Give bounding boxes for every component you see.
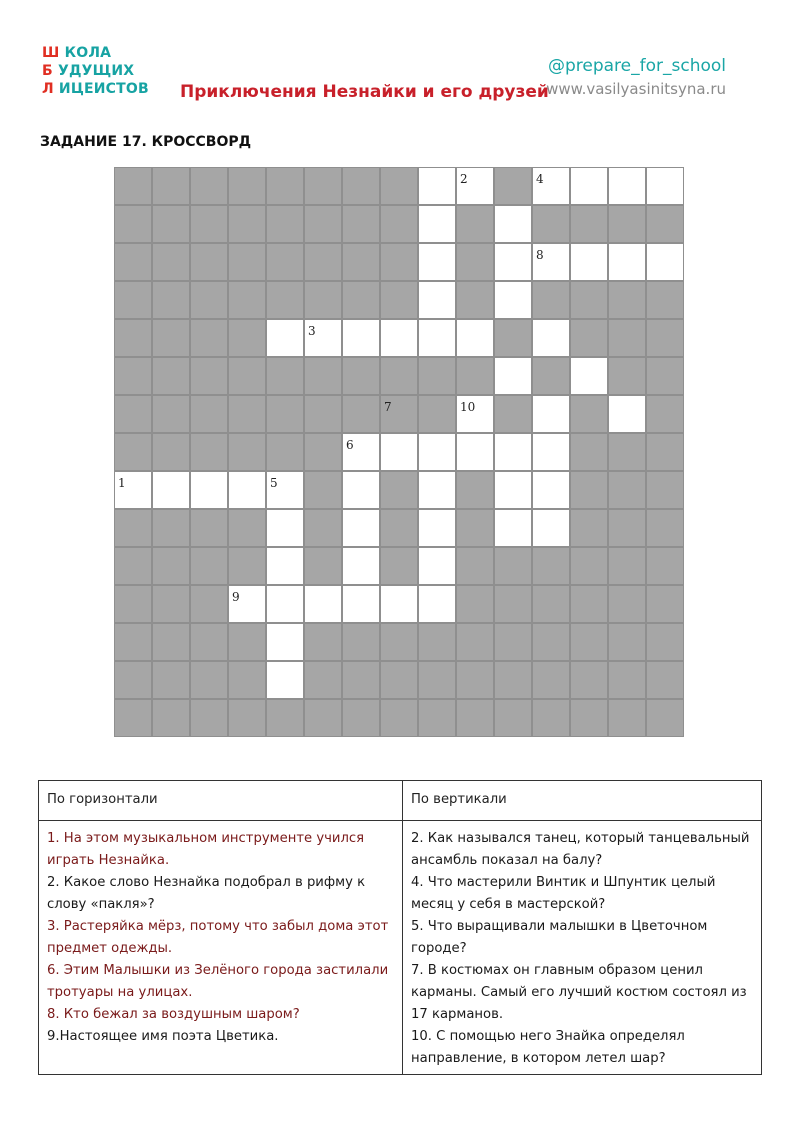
- vertical-clues-list: [402, 821, 761, 1074]
- social-handle: @prepare_for_school: [547, 56, 726, 76]
- clue-number: 1: [118, 476, 126, 490]
- crossword-block: [646, 471, 684, 509]
- crossword-block: [228, 395, 266, 433]
- crossword-block: [380, 243, 418, 281]
- crossword-block: [342, 661, 380, 699]
- crossword-block: [608, 357, 646, 395]
- crossword-block: [114, 509, 152, 547]
- crossword-block: [114, 699, 152, 737]
- crossword-cell[interactable]: [456, 319, 494, 357]
- clue-number: 4: [536, 172, 544, 186]
- crossword-block: [152, 433, 190, 471]
- crossword-block: [190, 205, 228, 243]
- crossword-block: [266, 395, 304, 433]
- crossword-block: [228, 281, 266, 319]
- crossword-block: [380, 623, 418, 661]
- horizontal-clue: 6. Этим Малышки из Зелёного города застилали тротуары на улицах.: [47, 963, 389, 1000]
- vertical-clue: 10. С помощью него Знайка определял направление, в котором летел шар?: [411, 1029, 685, 1066]
- crossword-block: [152, 585, 190, 623]
- horizontal-clues-header: По горизонтали: [39, 781, 402, 821]
- crossword-block: [266, 167, 304, 205]
- crossword-block: [304, 661, 342, 699]
- crossword-block: [418, 623, 456, 661]
- crossword-block: [646, 281, 684, 319]
- crossword-block: [228, 167, 266, 205]
- crossword-block: [570, 661, 608, 699]
- crossword-block: [304, 205, 342, 243]
- crossword-block: [456, 509, 494, 547]
- crossword-cell[interactable]: [342, 471, 380, 509]
- crossword-block: [380, 357, 418, 395]
- crossword-block: [456, 585, 494, 623]
- crossword-block: [456, 699, 494, 737]
- crossword-cell[interactable]: [532, 167, 570, 205]
- crossword-cell[interactable]: [570, 357, 608, 395]
- crossword-cell[interactable]: [532, 509, 570, 547]
- crossword-block: [608, 281, 646, 319]
- crossword-cell[interactable]: [266, 319, 304, 357]
- crossword-block: [228, 319, 266, 357]
- crossword-block: [418, 395, 456, 433]
- crossword-block: [228, 433, 266, 471]
- crossword-block: [114, 205, 152, 243]
- crossword-cell[interactable]: [418, 281, 456, 319]
- crossword-block: [190, 509, 228, 547]
- crossword-block: [152, 623, 190, 661]
- crossword-block: [494, 167, 532, 205]
- crossword-cell[interactable]: [342, 509, 380, 547]
- crossword-block: [114, 357, 152, 395]
- crossword-block: [646, 205, 684, 243]
- crossword-block: [570, 623, 608, 661]
- crossword-block: [456, 281, 494, 319]
- crossword-block: [608, 623, 646, 661]
- crossword-cell[interactable]: [304, 585, 342, 623]
- logo-initial: Б: [42, 63, 53, 79]
- crossword-block: [532, 623, 570, 661]
- crossword-block: [304, 547, 342, 585]
- logo-row-3: [42, 80, 149, 98]
- crossword-block: [152, 395, 190, 433]
- crossword-block: [304, 509, 342, 547]
- crossword-cell[interactable]: [418, 547, 456, 585]
- crossword-block: [114, 243, 152, 281]
- crossword-block: [152, 167, 190, 205]
- crossword-cell[interactable]: [418, 509, 456, 547]
- crossword-block: [190, 281, 228, 319]
- crossword-cell[interactable]: [456, 167, 494, 205]
- horizontal-clue: 9.Настоящее имя поэта Цветика.: [47, 1029, 279, 1044]
- crossword-cell[interactable]: [342, 319, 380, 357]
- crossword-cell[interactable]: [608, 395, 646, 433]
- crossword-block: [646, 319, 684, 357]
- crossword-block: [608, 433, 646, 471]
- crossword-block: [608, 661, 646, 699]
- crossword-cell[interactable]: [342, 547, 380, 585]
- school-logo: [42, 44, 149, 98]
- crossword-block: [228, 661, 266, 699]
- horizontal-clue: 1. На этом музыкальном инструменте учился играть Незнайка.: [47, 831, 365, 868]
- crossword-block: [380, 167, 418, 205]
- crossword-block: [532, 547, 570, 585]
- crossword-block: [114, 433, 152, 471]
- crossword-cell[interactable]: [456, 395, 494, 433]
- crossword-block: [228, 357, 266, 395]
- crossword-block: [570, 281, 608, 319]
- crossword-block: [608, 585, 646, 623]
- crossword-block: [380, 395, 418, 433]
- crossword-block: [380, 661, 418, 699]
- crossword-cell[interactable]: [570, 167, 608, 205]
- crossword-block: [304, 699, 342, 737]
- crossword-block: [342, 357, 380, 395]
- crossword-block: [418, 699, 456, 737]
- crossword-cell[interactable]: [494, 281, 532, 319]
- crossword-cell[interactable]: [532, 243, 570, 281]
- crossword-block: [570, 319, 608, 357]
- crossword-block: [456, 471, 494, 509]
- crossword-block: [228, 509, 266, 547]
- crossword-cell[interactable]: [266, 623, 304, 661]
- website-url: www.vasilyasinitsyna.ru: [546, 80, 726, 98]
- logo-word: УДУЩИХ: [52, 63, 135, 79]
- crossword-block: [494, 395, 532, 433]
- crossword-block: [228, 699, 266, 737]
- crossword-cell[interactable]: [532, 433, 570, 471]
- crossword-block: [190, 319, 228, 357]
- crossword-block: [646, 699, 684, 737]
- crossword-block: [190, 661, 228, 699]
- crossword-cell[interactable]: [494, 205, 532, 243]
- crossword-block: [152, 509, 190, 547]
- crossword-block: [228, 205, 266, 243]
- crossword-block: [570, 509, 608, 547]
- crossword-block: [646, 623, 684, 661]
- crossword-block: [608, 547, 646, 585]
- crossword-block: [342, 699, 380, 737]
- crossword-block: [456, 661, 494, 699]
- crossword-block: [342, 167, 380, 205]
- crossword-block: [190, 243, 228, 281]
- horizontal-clue: 8. Кто бежал за воздушным шаром?: [47, 1007, 300, 1022]
- logo-word: КОЛА: [59, 45, 112, 61]
- crossword-cell[interactable]: [418, 243, 456, 281]
- crossword-block: [266, 281, 304, 319]
- crossword-cell[interactable]: [570, 243, 608, 281]
- crossword-block: [456, 547, 494, 585]
- crossword-block: [152, 319, 190, 357]
- crossword-cell[interactable]: [456, 433, 494, 471]
- crossword-cell[interactable]: [380, 585, 418, 623]
- crossword-block: [266, 243, 304, 281]
- logo-initial: Ш: [42, 45, 60, 61]
- crossword-block: [228, 243, 266, 281]
- clue-number: 2: [460, 172, 468, 186]
- crossword-block: [266, 699, 304, 737]
- crossword-block: [152, 661, 190, 699]
- crossword-block: [532, 661, 570, 699]
- logo-word: ИЦЕИСТОВ: [53, 81, 149, 97]
- logo-row-1: [42, 44, 149, 62]
- crossword-cell[interactable]: [418, 585, 456, 623]
- crossword-cell[interactable]: [418, 319, 456, 357]
- crossword-block: [190, 699, 228, 737]
- crossword-block: [342, 205, 380, 243]
- crossword-cell[interactable]: [494, 509, 532, 547]
- crossword-block: [114, 319, 152, 357]
- crossword-block: [380, 471, 418, 509]
- crossword-block: [418, 661, 456, 699]
- crossword-block: [266, 433, 304, 471]
- crossword-block: [570, 395, 608, 433]
- crossword-block: [646, 433, 684, 471]
- crossword-cell[interactable]: [152, 471, 190, 509]
- crossword-block: [342, 281, 380, 319]
- crossword-block: [266, 205, 304, 243]
- crossword-block: [608, 699, 646, 737]
- crossword-block: [494, 623, 532, 661]
- crossword-block: [190, 547, 228, 585]
- crossword-cell[interactable]: [418, 205, 456, 243]
- crossword-block: [380, 699, 418, 737]
- crossword-block: [152, 243, 190, 281]
- crossword-block: [646, 509, 684, 547]
- crossword-block: [304, 243, 342, 281]
- crossword-block: [190, 357, 228, 395]
- crossword-cell[interactable]: [494, 357, 532, 395]
- crossword-block: [114, 281, 152, 319]
- crossword-cell[interactable]: [532, 319, 570, 357]
- crossword-block: [570, 205, 608, 243]
- worksheet-title: Приключения Незнайки и его друзей: [180, 82, 549, 102]
- clue-number: 8: [536, 248, 544, 262]
- horizontal-clue: 2. Какое слово Незнайка подобрал в рифму к слову «пакля»?: [47, 875, 366, 912]
- crossword-cell[interactable]: [532, 395, 570, 433]
- crossword-cell[interactable]: [266, 661, 304, 699]
- crossword-block: [646, 395, 684, 433]
- crossword-block: [114, 547, 152, 585]
- crossword-block: [532, 357, 570, 395]
- crossword-block: [532, 699, 570, 737]
- crossword-block: [608, 471, 646, 509]
- task-heading: ЗАДАНИЕ 17. КРОССВОРД: [40, 134, 252, 150]
- vertical-clue: 4. Что мастерили Винтик и Шпунтик целый месяц у себя в мастерской?: [411, 875, 716, 912]
- crossword-block: [190, 585, 228, 623]
- crossword-block: [114, 661, 152, 699]
- crossword-block: [456, 243, 494, 281]
- logo-row-2: [42, 62, 149, 80]
- crossword-block: [570, 433, 608, 471]
- vertical-clues-header: По вертикали: [402, 781, 761, 821]
- crossword-block: [304, 623, 342, 661]
- crossword-block: [152, 699, 190, 737]
- crossword-block: [570, 585, 608, 623]
- crossword-cell[interactable]: [418, 471, 456, 509]
- crossword-block: [646, 661, 684, 699]
- clue-number: 3: [308, 324, 316, 338]
- crossword-block: [304, 395, 342, 433]
- crossword-cell[interactable]: [266, 509, 304, 547]
- clues-table: [38, 780, 762, 1075]
- crossword-block: [608, 509, 646, 547]
- crossword-block: [494, 661, 532, 699]
- crossword-cell[interactable]: [266, 471, 304, 509]
- crossword-block: [152, 357, 190, 395]
- crossword-cell[interactable]: [380, 319, 418, 357]
- crossword-block: [190, 395, 228, 433]
- crossword-cell[interactable]: [418, 167, 456, 205]
- crossword-block: [304, 357, 342, 395]
- crossword-block: [494, 585, 532, 623]
- vertical-clue: 5. Что выращивали малышки в Цветочном городе?: [411, 919, 708, 956]
- crossword-block: [114, 585, 152, 623]
- crossword-cell[interactable]: [190, 471, 228, 509]
- crossword-cell[interactable]: [608, 167, 646, 205]
- crossword-block: [608, 205, 646, 243]
- crossword-block: [646, 547, 684, 585]
- crossword-block: [570, 547, 608, 585]
- crossword-block: [646, 357, 684, 395]
- crossword-cell[interactable]: [418, 433, 456, 471]
- crossword-grid: [114, 167, 684, 737]
- crossword-cell[interactable]: [494, 433, 532, 471]
- crossword-block: [532, 205, 570, 243]
- crossword-block: [114, 623, 152, 661]
- crossword-block: [190, 623, 228, 661]
- crossword-block: [608, 319, 646, 357]
- crossword-cell[interactable]: [494, 471, 532, 509]
- crossword-cell[interactable]: [380, 433, 418, 471]
- crossword-block: [114, 167, 152, 205]
- horizontal-clue: 3. Растеряйка мёрз, потому что забыл дома этот предмет одежды.: [47, 919, 389, 956]
- crossword-block: [570, 471, 608, 509]
- clue-number: 10: [460, 400, 476, 414]
- crossword-block: [456, 205, 494, 243]
- crossword-block: [494, 547, 532, 585]
- crossword-block: [152, 205, 190, 243]
- crossword-block: [190, 167, 228, 205]
- crossword-block: [152, 281, 190, 319]
- crossword-block: [304, 471, 342, 509]
- vertical-clue: 7. В костюмах он главным образом ценил карманы. Самый его лучший костюм состоял из 17 карманов.: [411, 963, 747, 1022]
- crossword-cell[interactable]: [494, 243, 532, 281]
- crossword-block: [228, 547, 266, 585]
- crossword-block: [342, 623, 380, 661]
- crossword-block: [456, 357, 494, 395]
- crossword-cell[interactable]: [266, 547, 304, 585]
- clue-number: 9: [232, 590, 240, 604]
- crossword-cell[interactable]: [266, 585, 304, 623]
- crossword-block: [342, 243, 380, 281]
- crossword-block: [456, 623, 494, 661]
- crossword-block: [380, 547, 418, 585]
- crossword-block: [532, 281, 570, 319]
- crossword-block: [304, 167, 342, 205]
- crossword-cell[interactable]: [114, 471, 152, 509]
- horizontal-clues-list: [39, 821, 402, 1074]
- crossword-cell[interactable]: [342, 585, 380, 623]
- crossword-block: [304, 433, 342, 471]
- crossword-cell[interactable]: [532, 471, 570, 509]
- logo-initial: Л: [42, 81, 54, 97]
- crossword-cell[interactable]: [342, 433, 380, 471]
- crossword-block: [380, 205, 418, 243]
- crossword-block: [304, 281, 342, 319]
- crossword-block: [152, 547, 190, 585]
- crossword-block: [266, 357, 304, 395]
- crossword-block: [494, 319, 532, 357]
- crossword-block: [570, 699, 608, 737]
- clue-number: 5: [270, 476, 278, 490]
- crossword-cell[interactable]: [608, 243, 646, 281]
- crossword-cell[interactable]: [228, 471, 266, 509]
- crossword-block: [418, 357, 456, 395]
- crossword-block: [494, 699, 532, 737]
- crossword-block: [342, 395, 380, 433]
- crossword-block: [228, 623, 266, 661]
- crossword-cell[interactable]: [228, 585, 266, 623]
- clue-number: 6: [346, 438, 354, 452]
- crossword-cell[interactable]: [646, 243, 684, 281]
- crossword-block: [380, 281, 418, 319]
- crossword-block: [380, 509, 418, 547]
- crossword-block: [114, 395, 152, 433]
- crossword-block: [190, 433, 228, 471]
- crossword-block: [532, 585, 570, 623]
- crossword-block: [646, 585, 684, 623]
- crossword-cell[interactable]: [646, 167, 684, 205]
- vertical-clue: 2. Как назывался танец, который танцевальный ансамбль показал на балу?: [411, 831, 750, 868]
- clue-number: 7: [384, 400, 392, 414]
- crossword-cell[interactable]: [304, 319, 342, 357]
